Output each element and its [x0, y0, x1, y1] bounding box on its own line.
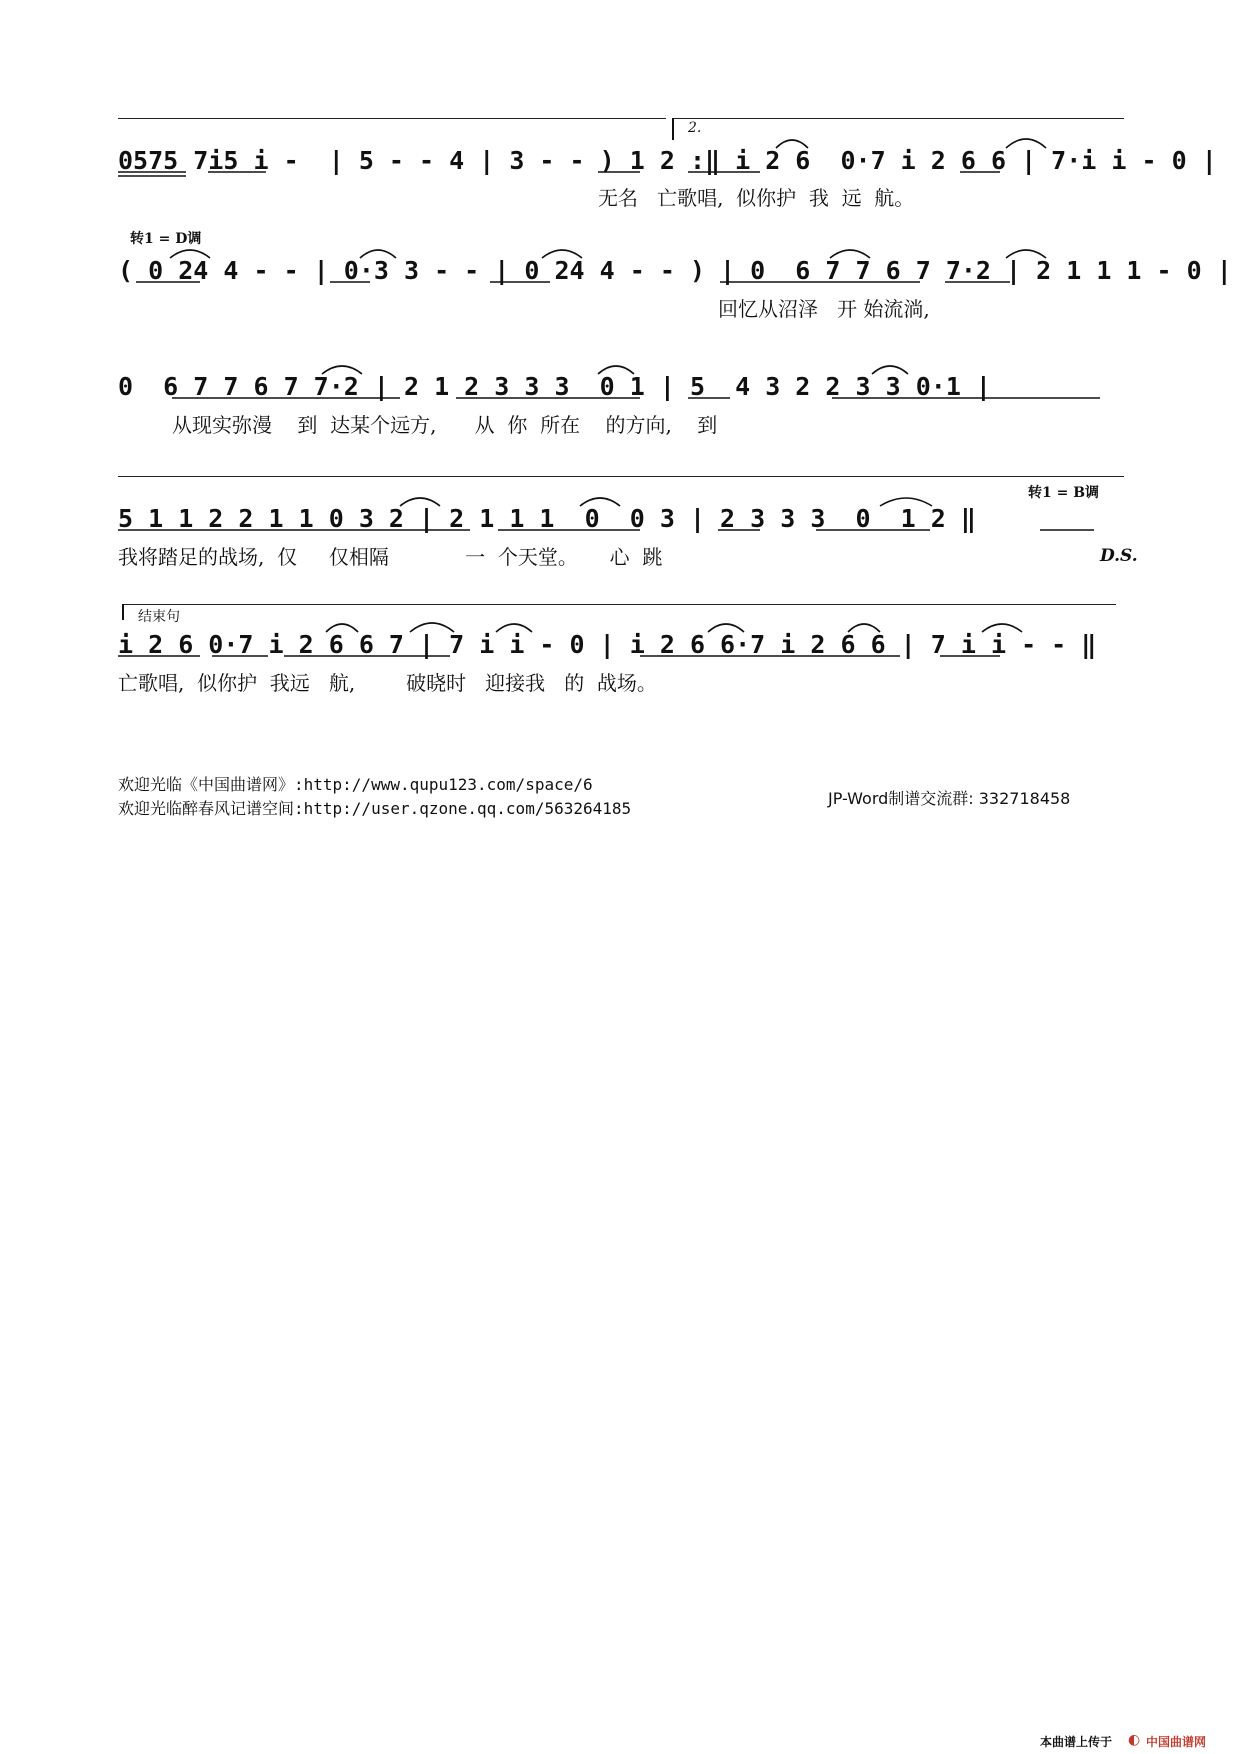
lyrics-row-3: 从现实弥漫 到 达某个远方, 从 你 所在 的方向, 到 — [172, 413, 718, 437]
footer-line-2: 欢迎光临醉春风记谱空间:http://user.qzone.qq.com/563264185 — [118, 799, 632, 818]
lyrics-row-2: 回忆从沼泽 开 始流淌, — [718, 297, 930, 321]
notation-row-5: i 2 6 0·7 i 2 6 6 7 | 7 i i - 0 | i 2 6 6·7 i 2 6 6 | 7 i i - - ‖ — [118, 630, 1097, 659]
lyrics-row-1: 无名 亡歌唱, 似你护 我 远 航。 — [598, 186, 915, 210]
key-change-b: 转1 = B调 — [1028, 485, 1100, 501]
key-change-d: 转1 = D调 — [130, 231, 202, 247]
notation-row-3: 0 6 7 7 6 7 7·2 | 2 1 2 3 3 3 0 1 | 5 4 3 2 2 3 3 0·1 | — [118, 372, 991, 401]
site-logo-text: 中国曲谱网 — [1146, 1735, 1207, 1749]
lyrics-row-4: 我将踏足的战场, 仅 仅相隔 一 个天堂。 心 跳 — [118, 545, 663, 569]
ds-marking: D.S. — [1100, 546, 1138, 566]
volta-label: 2. — [688, 120, 702, 136]
footer-line-1: 欢迎光临《中国曲谱网》:http://www.qupu123.com/space/6 — [118, 775, 593, 794]
site-logo-icon: ◐ — [1128, 1732, 1141, 1748]
notation-row-1: 0575 7i5 i - | 5 - - 4 | 3 - - ) 1 2 :‖ i 2 6 0·7 i 2 6 6 | 7·i i - 0 | — [118, 146, 1217, 175]
lyrics-row-5: 亡歌唱, 似你护 我远 航, 破晓时 迎接我 的 战场。 — [118, 671, 657, 695]
footer-group: JP-Word制谱交流群: 332718458 — [828, 789, 1071, 808]
ending-label: 结束句 — [138, 609, 180, 625]
upload-note: 本曲谱上传于 — [1040, 1735, 1113, 1749]
notation-row-2: ( 0 24 4 - - | 0·3 3 - - | 0 24 4 - - ) | 0 6 7 7 6 7 7·2 | 2 1 1 1 - 0 | — [118, 256, 1232, 285]
notation-row-4: 5 1 1 2 2 1 1 0 3 2 | 2 1 1 1 0 0 3 | 2 3 3 3 0 1 2 ‖ — [118, 504, 976, 533]
